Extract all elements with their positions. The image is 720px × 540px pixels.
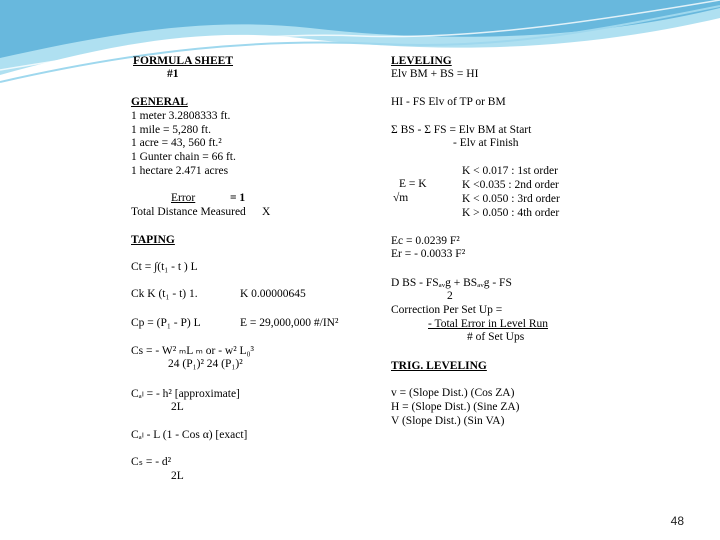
error-ratio-equals: = 1 [230,192,246,204]
taping-cs2-denominator: 2L [171,470,184,482]
trig-v-sin: V (Slope Dist.) (Sin VA) [391,415,505,427]
formula-sheet-title: FORMULA SHEET [133,55,234,67]
header-wave-decoration [0,0,720,90]
leveling-line-sum: Σ BS - Σ FS = Elv BM at Start [391,124,532,136]
taping-cal-approx: Cₐₗ = - h² [approximate] [131,388,240,400]
leveling-k-first-order: K < 0.017 : 1st order [462,165,558,177]
trig-leveling-heading: TRIG. LEVELING [391,360,487,372]
leveling-line-hi: Elv BM + BS = HI [391,68,479,80]
leveling-k-second-order: K <0.035 : 2nd order [462,179,559,191]
leveling-line-tp: HI - FS Elv of TP or BM [391,96,506,108]
leveling-k-third-order: K < 0.050 : 3rd order [462,193,560,205]
taping-ck: Ck K (t₁ - t) 1. [131,288,198,300]
trig-h-sine: H = (Slope Dist.) (Sine ZA) [391,401,520,413]
general-line-hectare: 1 hectare 2.471 acres [131,165,229,177]
taping-cp: Cp = (P₁ - P) L [131,317,201,329]
leveling-correction-denominator: # of Set Ups [467,331,525,343]
taping-cs-sag-denominator: 24 (P₁)² 24 (P₁)² [168,358,243,370]
error-ratio-numerator: Error [171,192,196,204]
leveling-er: Er = - 0.0033 F² [391,248,466,260]
general-line-meter: 1 meter 3.2808333 ft. [131,110,231,122]
taping-cal-approx-denominator: 2L [171,401,184,413]
taping-ct: Ct = ∫(t₁ - t ) L [131,261,198,273]
leveling-correction-numerator: - Total Error in Level Run [428,318,549,330]
leveling-d-denominator: 2 [447,290,453,302]
error-ratio-x: X [262,206,271,218]
taping-heading: TAPING [131,234,175,246]
general-heading: GENERAL [131,96,188,108]
leveling-k-sqrt-m: √m [393,192,409,204]
taping-e-modulus: E = 29,000,000 #/IN² [240,317,339,329]
leveling-d: D BS - FSₐᵥg + BSₐᵥg - FS [391,277,512,289]
formula-sheet-number: #1 [167,68,179,80]
taping-k-constant: K 0.00000645 [240,288,306,300]
leveling-heading: LEVELING [391,55,452,67]
error-ratio-denominator: Total Distance Measured [131,206,246,218]
general-line-acre: 1 acre = 43, 560 ft.² [131,137,222,149]
leveling-correction: Correction Per Set Up = [391,304,503,316]
leveling-ec: Ec = 0.0239 F² [391,235,460,247]
leveling-line-finish: - Elv at Finish [453,137,519,149]
taping-cal-exact: Cₐₗ - L (1 - Cos α) [exact] [131,429,248,441]
general-line-mile: 1 mile = 5,280 ft. [131,124,211,136]
general-line-chain: 1 Gunter chain = 66 ft. [131,151,236,163]
taping-cs-sag: Cs = - W² ₘL ₘ or - w² L₀³ [131,345,255,357]
leveling-k-fourth-order: K > 0.050 : 4th order [462,207,560,219]
page-number: 48 [670,514,684,528]
trig-v-cos: v = (Slope Dist.) (Cos ZA) [391,387,515,399]
taping-cs2: Cₛ = - d² [131,456,172,468]
leveling-k-equation: E = K [399,178,427,190]
